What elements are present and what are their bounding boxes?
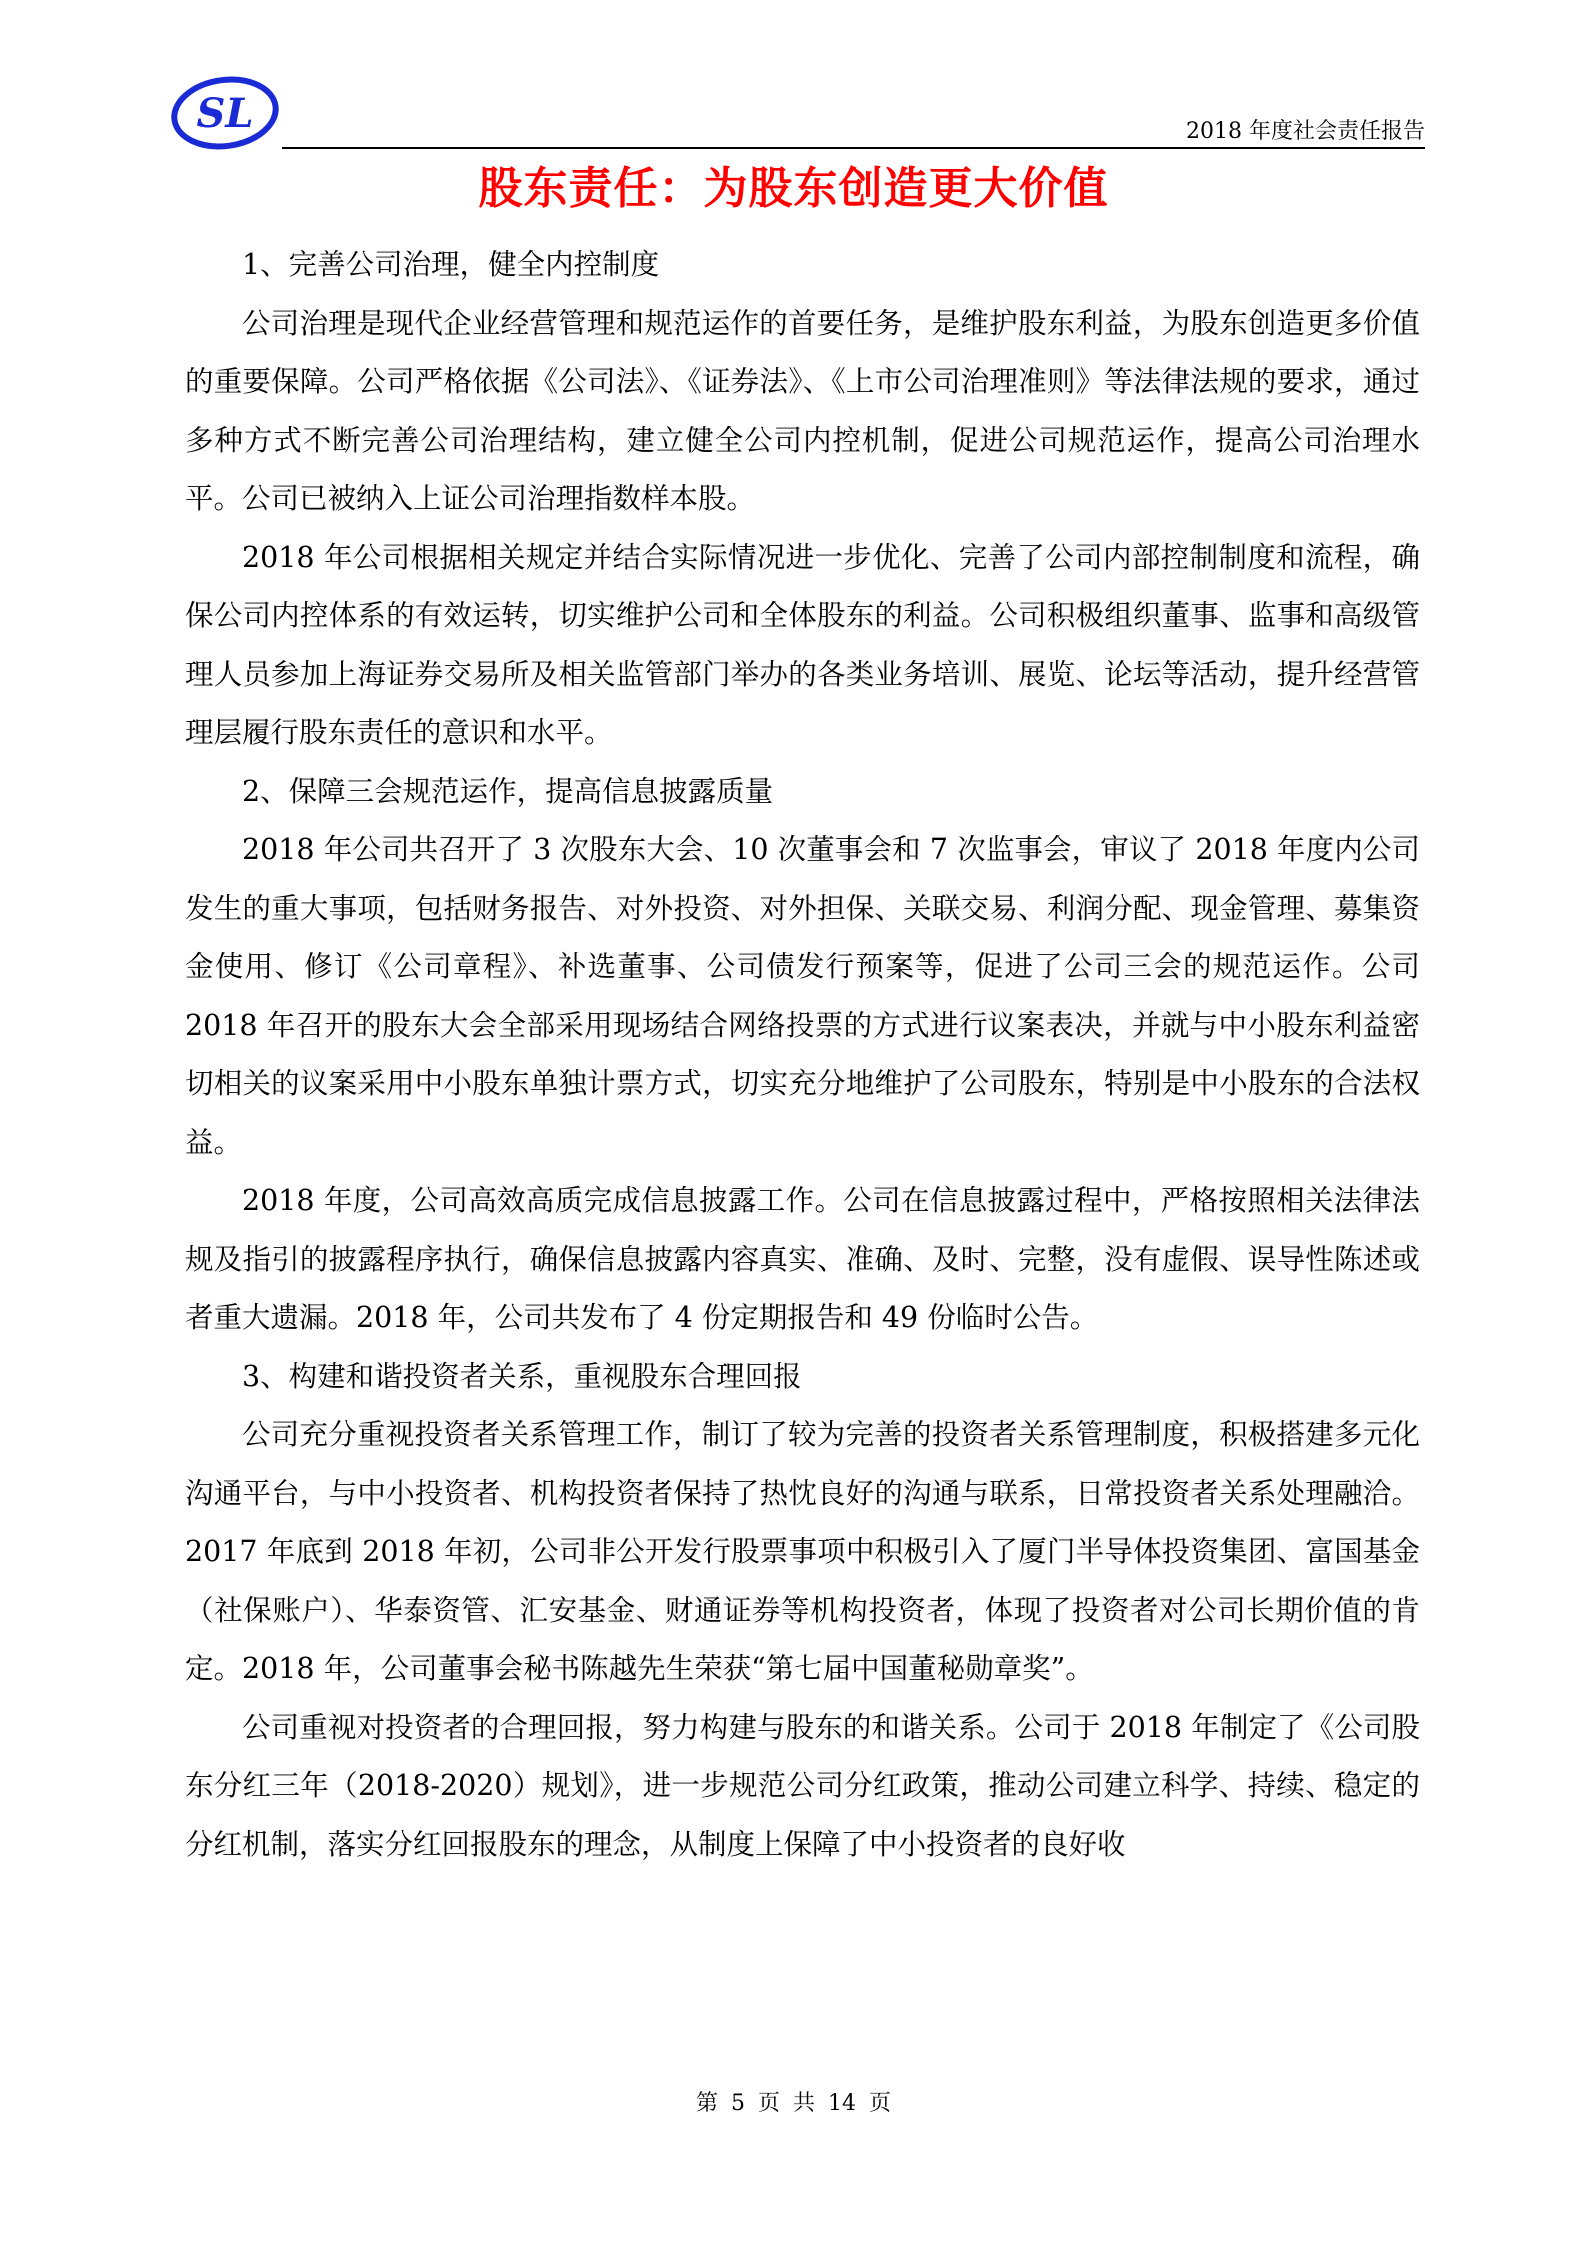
page-title: 股东责任：为股东创造更大价值	[478, 163, 1109, 214]
svg-text:SL: SL	[196, 90, 254, 137]
document-body	[185, 236, 1420, 1874]
paragraph: 公司治理是现代企业经营管理和规范运作的首要任务，是维护股东利益，为股东创造更多价值的重要保障。公司严格依据《公司法》、《证券法》、《上市公司治理准则》等法律法规的要求，通过多种方式不断完善公司治理结构，建立健全公司内控机制，促进公司规范运作，提高公司治理水平。公司已被纳入上证公司治理指数样本股。	[185, 306, 1420, 515]
header-divider	[282, 147, 1425, 149]
paragraph: 2018 年公司共召开了 3 次股东大会、10 次董事会和 7 次监事会，审议了 2018 年度内公司发生的重大事项，包括财务报告、对外投资、对外担保、关联交易、利润分配、现金管理、募集资金使用、修订《公司章程》、补选董事、公司债发行预案等，促进了公司三会的规范运作。公司 2018 年召开的股东大会全部采用现场结合网络投票的方式进行议案表决，并就与中小股东利益密切相关的议案采用中小股东单独计票方式，切实充分地维护了公司股东，特别是中小股东的合法权益。	[185, 833, 1420, 1159]
paragraph: 公司重视对投资者的合理回报，努力构建与股东的和谐关系。公司于 2018 年制定了《公司股东分红三年（2018-2020）规划》，进一步规范公司分红政策，推动公司建立科学、持续、稳定的分红机制，落实分红回报股东的理念，从制度上保障了中小投资者的良好收	[185, 1710, 1420, 1861]
report-header-title: 2018 年度社会责任报告	[1186, 119, 1425, 144]
section-heading: 2、保障三会规范运作，提高信息披露质量	[242, 774, 774, 808]
section-heading: 3、构建和谐投资者关系，重视股东合理回报	[242, 1359, 802, 1393]
company-logo	[170, 74, 280, 152]
page-number: 第 5 页 共 14 页	[696, 2091, 891, 2116]
section-heading: 1、完善公司治理，健全内控制度	[242, 248, 660, 281]
paragraph: 公司充分重视投资者关系管理工作，制订了较为完善的投资者关系管理制度，积极搭建多元化沟通平台，与中小投资者、机构投资者保持了热忱良好的沟通与联系，日常投资者关系处理融洽。2017 年底到 2018 年初，公司非公开发行股票事项中积极引入了厦门半导体投资集团、富国基金（社保账户）、华泰资管、汇安基金、财通证券等机构投资者，体现了投资者对公司长期价值的肯定。2018 年，公司董事会秘书陈越先生荣获“第七届中国董秘勋章奖”。	[185, 1418, 1420, 1685]
paragraph: 2018 年度，公司高效高质完成信息披露工作。公司在信息披露过程中，严格按照相关法律法规及指引的披露程序执行，确保信息披露内容真实、准确、及时、完整，没有虚假、误导性陈述或者重大遗漏。2018 年，公司共发布了 4 份定期报告和 49 份临时公告。	[185, 1184, 1420, 1334]
paragraph: 2018 年公司根据相关规定并结合实际情况进一步优化、完善了公司内部控制制度和流程，确保公司内控体系的有效运转，切实维护公司和全体股东的利益。公司积极组织董事、监事和高级管理人员参加上海证券交易所及相关监管部门举办的各类业务培训、展览、论坛等活动，提升经营管理层履行股东责任的意识和水平。	[185, 540, 1420, 749]
